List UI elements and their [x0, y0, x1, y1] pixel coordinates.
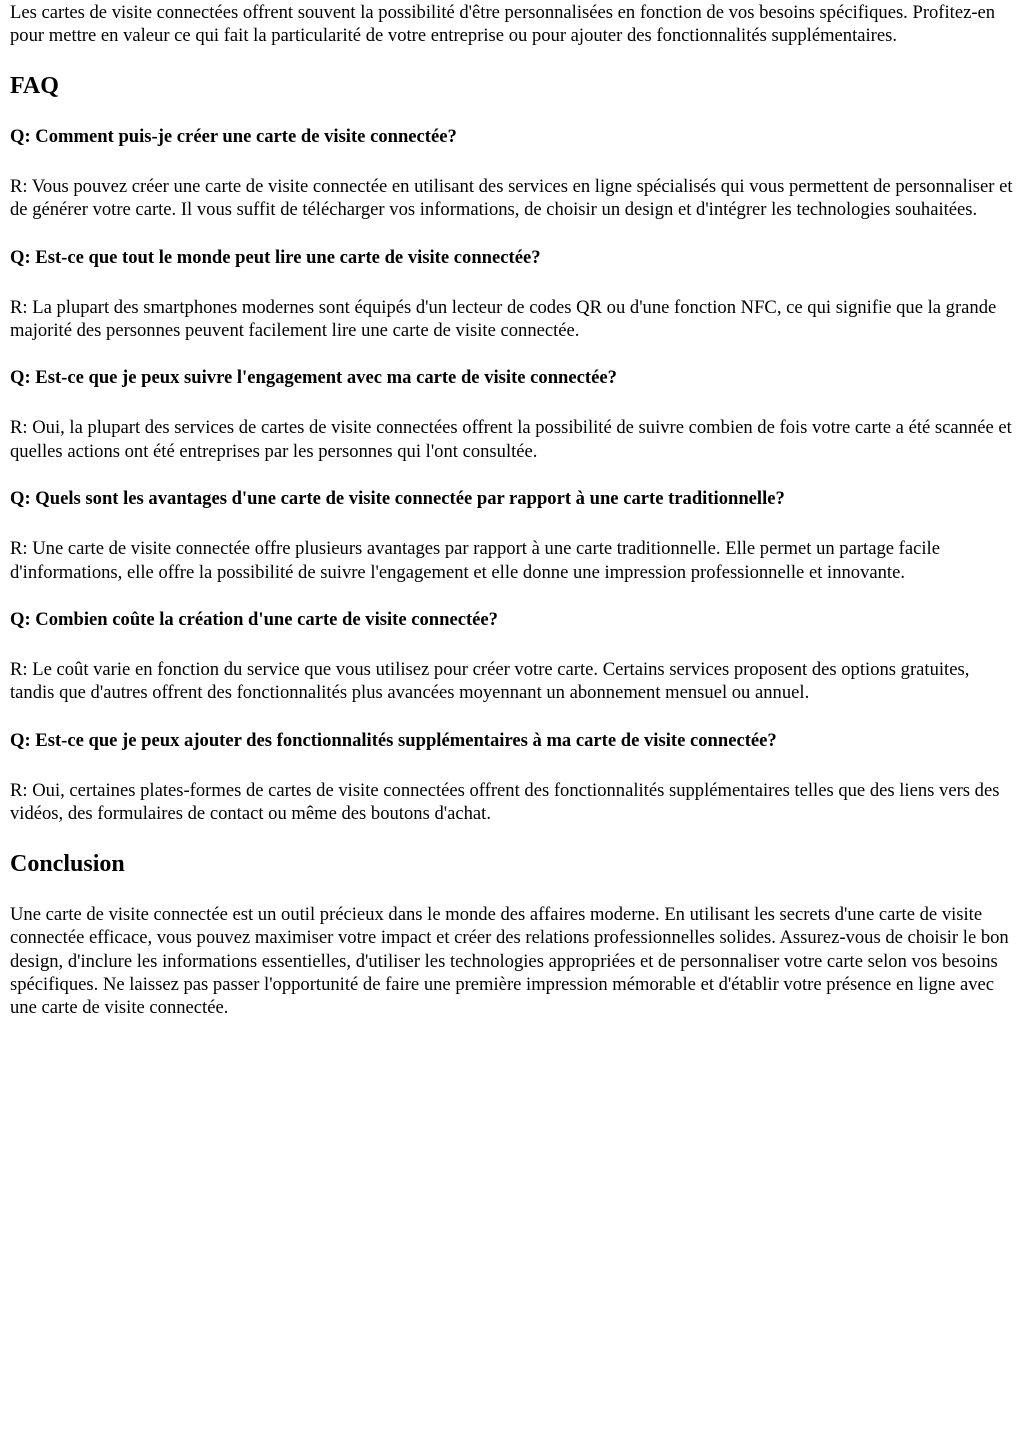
faq-item [10, 125, 1014, 222]
faq-answer: R: Oui, certaines plates-formes de cartes de visite connectées offrent des fonctionnalités supplémentaires telles que des liens vers des vidéos, des formulaires de contact ou même des boutons d'achat. [10, 779, 1000, 825]
faq-item [10, 487, 1014, 584]
document-page [0, 1, 1024, 1020]
faq-item [10, 608, 1014, 705]
faq-question: Q: Est-ce que tout le monde peut lire une carte de visite connectée? [10, 246, 541, 268]
conclusion-paragraph: Une carte de visite connectée est un outil précieux dans le monde des affaires moderne. En utilisant les secrets d'une carte de visite connectée efficace, vous pouvez maximiser votre impact et créer des relations professionnelles solides. Assurez-vous de choisir le bon design, d'inclure les informations essentielles, d'utiliser les technologies appropriées et de personnaliser votre carte selon vos besoins spécifiques. Ne laissez pas passer l'opportunité de faire une première impression mémorable et d'établir votre présence en ligne avec une carte de visite connectée. [10, 903, 1009, 1019]
faq-question: Q: Comment puis-je créer une carte de visite connectée? [10, 125, 457, 147]
faq-item [10, 729, 1014, 826]
faq-answer: R: La plupart des smartphones modernes sont équipés d'un lecteur de codes QR ou d'une fonction NFC, ce qui signifie que la grande majorité des personnes peuvent facilement lire une carte de visite connectée. [10, 296, 997, 342]
faq-item [10, 366, 1014, 463]
faq-question: Q: Est-ce que je peux ajouter des fonctionnalités supplémentaires à ma carte de visite connectée? [10, 729, 777, 751]
faq-question: Q: Combien coûte la création d'une carte de visite connectée? [10, 609, 498, 631]
faq-list [10, 125, 1014, 826]
faq-answer: R: Le coût varie en fonction du service que vous utilisez pour créer votre carte. Certains services proposent des options gratuites, tandis que d'autres offrent des fonctionnalités plus avancées moyennant un abonnement mensuel ou annuel. [10, 659, 970, 704]
intro-paragraph: Les cartes de visite connectées offrent souvent la possibilité d'être personnalisées en fonction de vos besoins spécifiques. Profitez-en pour mettre en valeur ce qui fait la particularité de votre entreprise ou pour ajouter des fonctionnalités supplémentaires. [10, 2, 996, 47]
faq-question: Q: Quels sont les avantages d'une carte de visite connectée par rapport à une carte traditionnelle? [10, 488, 785, 510]
faq-answer: R: Oui, la plupart des services de cartes de visite connectées offrent la possibilité de suivre combien de fois votre carte a été scannée et quelles actions ont été entreprises par les personnes qui l'ont consultée. [10, 417, 1012, 462]
faq-answer: R: Une carte de visite connectée offre plusieurs avantages par rapport à une carte traditionnelle. Elle permet un partage facile d'informations, elle offre la possibilité de suivre l'engagement et elle donne une impression professionnelle et innovante. [10, 538, 940, 583]
conclusion-heading: Conclusion [10, 850, 125, 877]
faq-answer: R: Vous pouvez créer une carte de visite connectée en utilisant des services en ligne spécialisés qui vous permettent de personnaliser et de générer votre carte. Il vous suffit de télécharger vos informations, de choisir un design et d'intégrer les technologies souhaitées. [10, 175, 1013, 221]
faq-item [10, 246, 1014, 343]
faq-question: Q: Est-ce que je peux suivre l'engagement avec ma carte de visite connectée? [10, 367, 617, 389]
faq-heading: FAQ [10, 72, 59, 99]
